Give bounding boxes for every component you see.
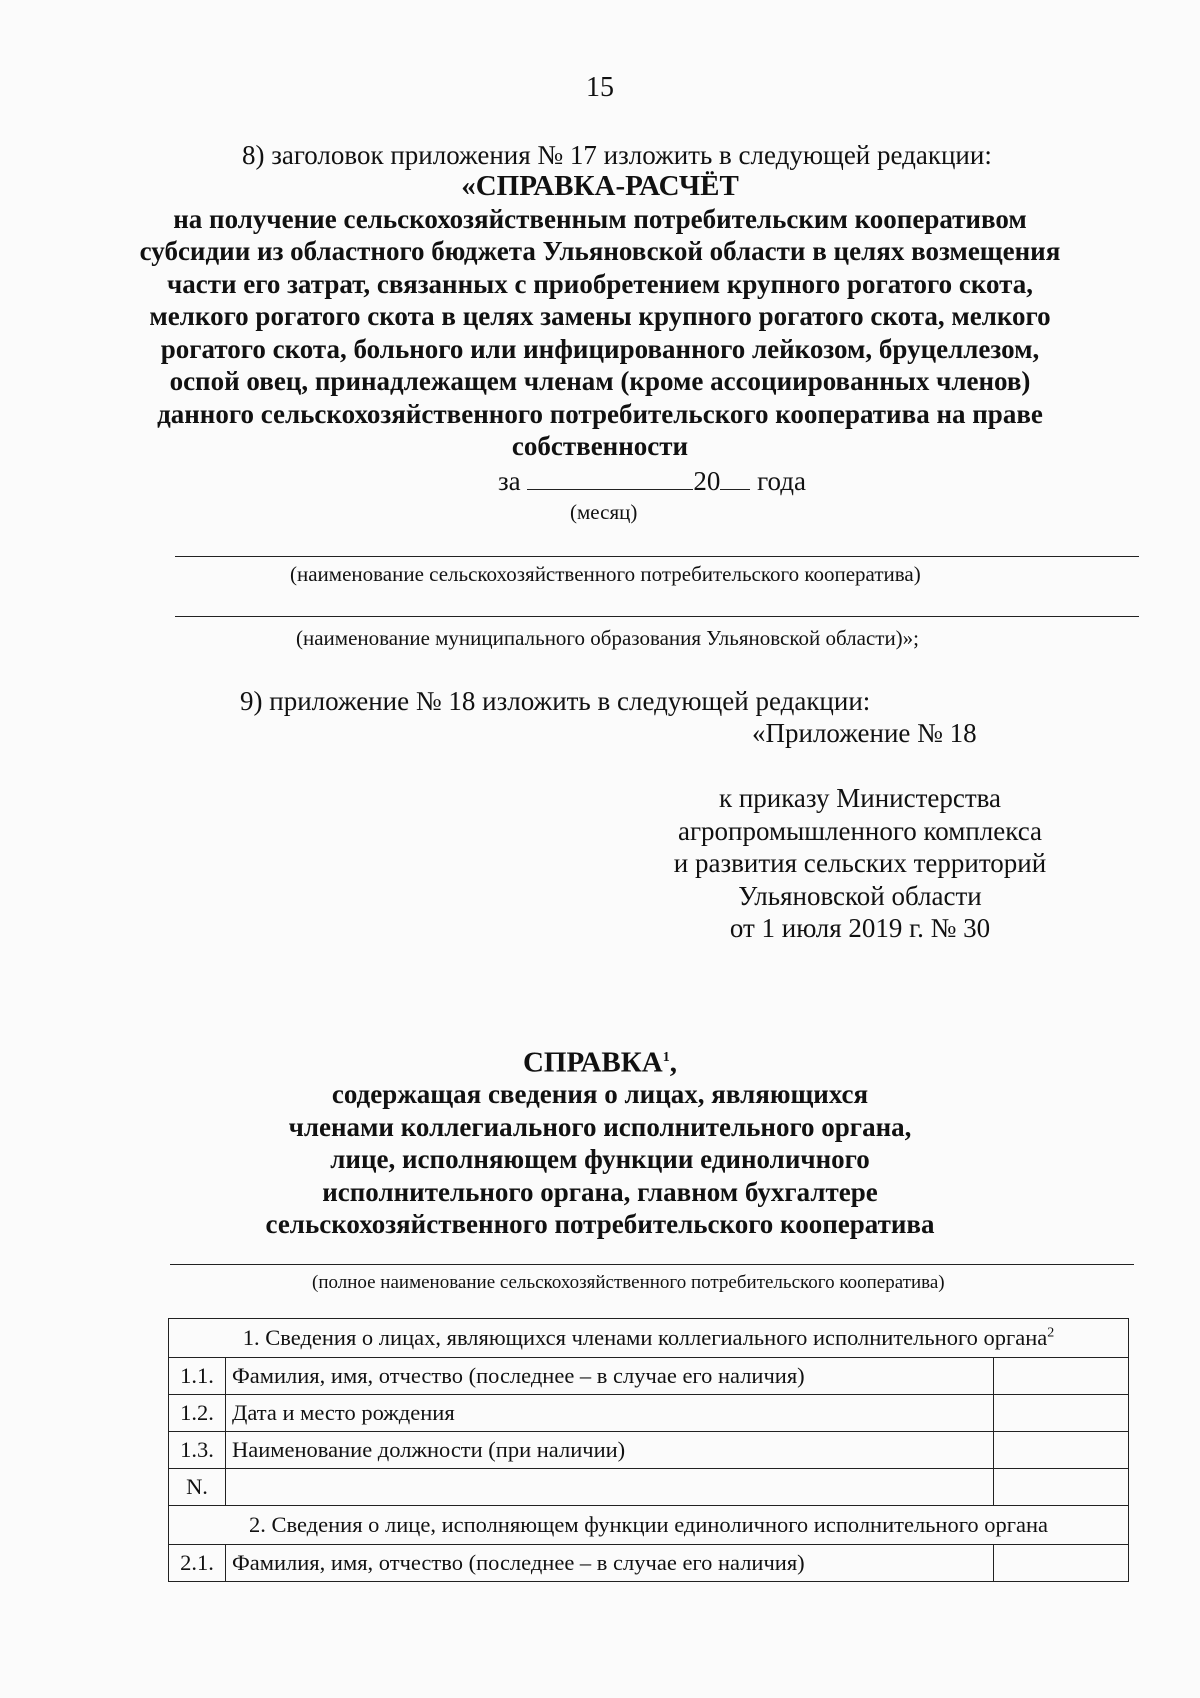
spravka-title <box>0 1042 1200 1079</box>
period-suffix: года <box>757 466 807 496</box>
section-1-footnote-mark: 2 <box>1047 1325 1055 1341</box>
spravka-line-3: лице, исполняющем функции единоличного <box>330 1144 870 1174</box>
row-label: Наименование должности (при наличии) <box>226 1432 994 1469</box>
spravka-subtitle <box>0 1078 1200 1241</box>
period-year: 20 <box>693 466 721 496</box>
spravka-raschet-line-8: собственности <box>511 431 689 461</box>
spravka-raschet-line-2: субсидии из областного бюджета Ульяновской области в целях возмещения <box>139 236 1061 266</box>
spravka-line-5: сельскохозяйственного потребительского кооператива <box>265 1209 935 1239</box>
row-value-cell[interactable] <box>994 1545 1129 1582</box>
row-value-cell[interactable] <box>994 1358 1129 1395</box>
full-coop-name-line[interactable] <box>170 1264 1134 1265</box>
appendix-title: «Приложение № 18 <box>752 718 977 748</box>
row-number: 1.3. <box>169 1432 226 1469</box>
table-row <box>169 1358 1129 1395</box>
row-label: Фамилия, имя, отчество (последнее – в случае его наличия) <box>226 1358 994 1395</box>
spravka-raschet-line-6: оспой овец, принадлежащем членам (кроме ассоциированных членов) <box>169 366 1031 396</box>
page-number: 15 <box>586 72 614 103</box>
appendix-reference <box>640 782 1080 945</box>
table-row <box>169 1469 1129 1506</box>
row-label[interactable] <box>226 1469 994 1506</box>
spravka-footnote-mark: 1 <box>662 1050 670 1065</box>
appendix-line-2: агропромышленного комплекса <box>678 815 1042 846</box>
item-8-text: 8) заголовок приложения № 17 изложить в следующей редакции: <box>242 140 992 170</box>
year-blank[interactable] <box>720 467 750 490</box>
month-caption: (месяц) <box>570 500 638 524</box>
month-blank[interactable] <box>527 467 693 490</box>
spravka-raschet-line-1: на получение сельскохозяйственным потребительским кооперативом <box>173 203 1027 234</box>
section-2-header: 2. Сведения о лице, исполняющем функции единоличного исполнительного органа <box>169 1506 1129 1545</box>
appendix-line-5: от 1 июля 2019 г. № 30 <box>729 913 991 943</box>
row-number: 1.2. <box>169 1395 226 1432</box>
municipal-name-caption: (наименование муниципального образования Ульяновской области)»; <box>296 626 920 650</box>
spravka-line-2: членами коллегиального исполнительного органа, <box>288 1111 912 1142</box>
spravka-title-text: СПРАВКА <box>522 1046 663 1079</box>
row-label: Дата и место рождения <box>226 1395 994 1432</box>
spravka-raschet-line-7: данного сельскохозяйственного потребительского кооператива на праве <box>157 398 1043 429</box>
row-value-cell[interactable] <box>994 1469 1129 1506</box>
spravka-raschet-heading <box>0 170 1200 463</box>
row-label: Фамилия, имя, отчество (последнее – в случае его наличия) <box>226 1545 994 1582</box>
period-line <box>498 466 806 497</box>
spravka-raschet-line-5: рогатого скота, больного или инфицированного лейкозом, бруцеллезом, <box>160 333 1040 364</box>
table-section-1 <box>169 1319 1129 1358</box>
row-value-cell[interactable] <box>994 1432 1129 1469</box>
section-1-header <box>169 1319 1129 1358</box>
spravka-line-4: исполнительного органа, главном бухгалтере <box>322 1176 878 1207</box>
members-info-table <box>168 1318 1129 1582</box>
appendix-line-4: Ульяновской области <box>738 880 982 911</box>
table-row <box>169 1545 1129 1582</box>
spravka-raschet-line-4: мелкого рогатого скота в целях замены крупного рогатого скота, мелкого <box>149 301 1051 331</box>
period-prefix: за <box>498 466 521 496</box>
appendix-line-1: к приказу Министерства <box>718 783 1002 813</box>
municipal-name-line[interactable] <box>175 616 1139 617</box>
coop-name-caption: (наименование сельскохозяйственного потребительского кооператива) <box>290 562 921 586</box>
spravka-raschet-title: «СПРАВКА-РАСЧЁТ <box>461 170 739 202</box>
table-row <box>169 1395 1129 1432</box>
spravka-title-comma: , <box>669 1046 677 1079</box>
row-value-cell[interactable] <box>994 1395 1129 1432</box>
row-number: N. <box>169 1469 226 1506</box>
row-number: 1.1. <box>169 1358 226 1395</box>
row-number: 2.1. <box>169 1545 226 1582</box>
spravka-line-1: содержащая сведения о лицах, являющихся <box>331 1079 869 1109</box>
spravka-raschet-line-3: части его затрат, связанных с приобретением крупного рогатого скота, <box>166 268 1034 299</box>
item-9-text: 9) приложение № 18 изложить в следующей редакции: <box>240 686 871 716</box>
full-coop-name-caption: (полное наименование сельскохозяйственного потребительского кооператива) <box>312 1272 945 1293</box>
coop-name-line[interactable] <box>175 556 1139 557</box>
table-section-2 <box>169 1506 1129 1545</box>
table-row <box>169 1432 1129 1469</box>
section-1-label: 1. Сведения о лицах, являющихся членами коллегиального исполнительного органа <box>242 1325 1048 1350</box>
appendix-line-3: и развития сельских территорий <box>673 848 1047 878</box>
